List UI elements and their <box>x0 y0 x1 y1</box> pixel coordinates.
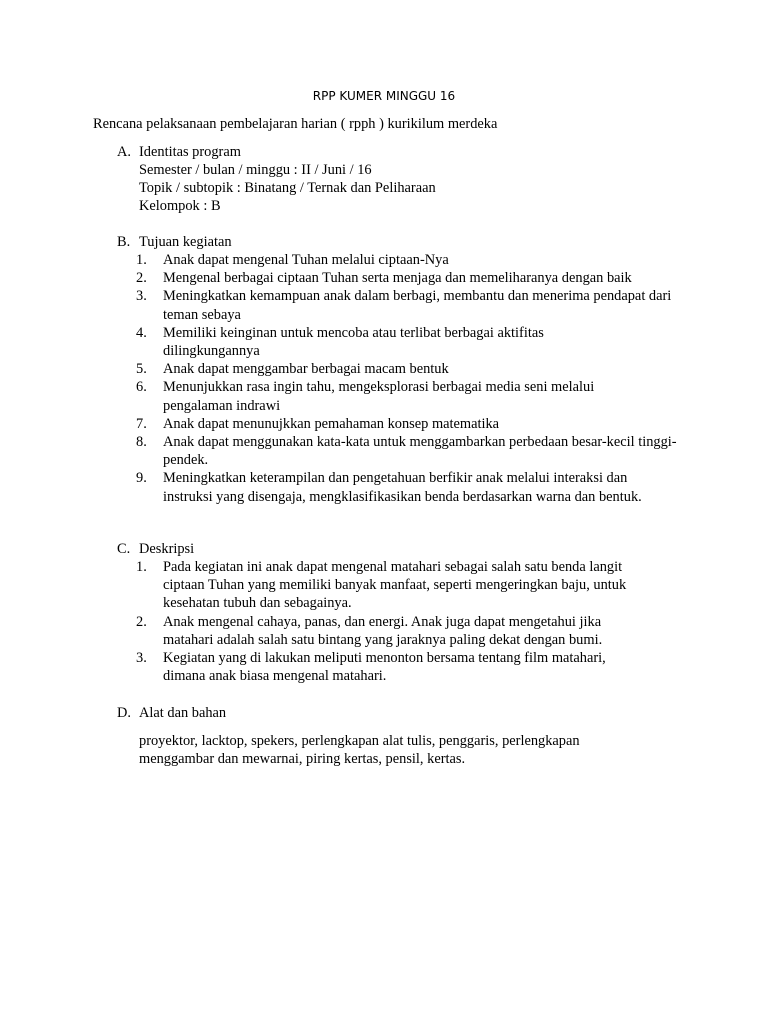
list-item <box>136 433 699 469</box>
section-body <box>136 558 699 685</box>
list-item <box>136 269 699 287</box>
section-title: Identitas program <box>139 144 241 160</box>
list-item <box>136 415 699 433</box>
section-title: Alat dan bahan <box>139 705 227 721</box>
item-text: Mengenal berbagai ciptaan Tuhan serta menjaga dan memeliharanya dengan baik <box>163 270 632 287</box>
list-item <box>136 324 699 360</box>
item-number: 5. <box>136 361 147 378</box>
section-letter: B. <box>117 234 131 250</box>
section-letter: A. <box>117 144 131 160</box>
section-body <box>139 161 699 216</box>
item-text: Kegiatan yang di lakukan meliputi menonton bersama tentang film matahari, dimana anak biasa mengenal matahari. <box>163 650 606 685</box>
section-body <box>136 251 699 506</box>
identity-line: Semester / bulan / minggu : II / Juni / 16 <box>139 162 372 178</box>
list-item <box>136 469 699 505</box>
section-letter: C. <box>117 541 131 557</box>
item-number: 6. <box>136 379 147 396</box>
item-number: 1. <box>136 252 147 268</box>
item-text: Anak mengenal cahaya, panas, dan energi. Anak juga dapat mengetahui jika matahari adalah salah satu bintang yang jaraknya paling dekat dengan bumi. <box>163 613 603 648</box>
item-number: 4. <box>136 324 147 341</box>
identity-line: Kelompok : B <box>139 198 221 215</box>
list-item <box>136 613 699 649</box>
item-text: Meningkatkan kemampuan anak dalam berbagi, membantu dan menerima pendapat dari teman sebaya <box>163 288 672 323</box>
item-text: Memiliki keinginan untuk mencoba atau terlibat berbagai aktifitas dilingkungannya <box>163 324 544 360</box>
section-letter: D. <box>117 705 131 721</box>
list-item <box>136 360 699 378</box>
identity-line: Topik / subtopik : Binatang / Ternak dan Peliharaan <box>139 180 436 197</box>
list-item <box>136 649 699 685</box>
item-number: 9. <box>136 470 147 487</box>
item-text: Anak dapat mengenal Tuhan melalui ciptaan-Nya <box>163 252 449 268</box>
section-title: Tujuan kegiatan <box>139 234 232 250</box>
document-title: RPP KUMER MINGGU 16 <box>312 89 456 103</box>
item-text: Anak dapat menggunakan kata-kata untuk menggambarkan perbedaan besar-kecil tinggi-pendek. <box>163 434 677 469</box>
item-text: Anak dapat menunujkkan pemahaman konsep matematika <box>163 415 500 432</box>
intro-line: Rencana pelaksanaan pembelajaran harian ( rpph ) kurikilum merdeka <box>93 116 498 132</box>
item-text: Anak dapat menggambar berbagai macam bentuk <box>163 361 449 378</box>
materials-line: menggambar dan mewarnai, piring kertas, pensil, kertas. <box>139 751 466 768</box>
materials-line: proyektor, lacktop, spekers, perlengkapan alat tulis, penggaris, perlengkapan <box>139 733 580 749</box>
item-number: 2. <box>136 270 147 287</box>
item-number: 2. <box>136 613 147 630</box>
item-text: Menunjukkan rasa ingin tahu, mengeksplorasi berbagai media seni melalui pengalaman indrawi <box>163 379 595 414</box>
item-text: Meningkatkan keterampilan dan pengetahuan berfikir anak melalui interaksi dan instruksi yang disengaja, mengklasifikasikan benda berdasarkan warna dan bentuk. <box>163 470 642 505</box>
list-item <box>136 251 699 269</box>
item-number: 3. <box>136 288 147 305</box>
list-item <box>136 287 699 323</box>
list-item <box>136 378 699 414</box>
item-text: Pada kegiatan ini anak dapat mengenal matahari sebagai salah satu benda langit ciptaan Tuhan yang memiliki banyak manfaat, seperti mengeringkan baju, untuk kesehatan tubuh dan sebagainya. <box>163 559 627 612</box>
item-number: 3. <box>136 650 147 667</box>
list-item <box>136 558 699 613</box>
section-body <box>139 732 699 768</box>
item-number: 7. <box>136 415 147 432</box>
item-number: 8. <box>136 434 147 451</box>
item-number: 1. <box>136 559 147 575</box>
section-title: Deskripsi <box>139 541 195 557</box>
